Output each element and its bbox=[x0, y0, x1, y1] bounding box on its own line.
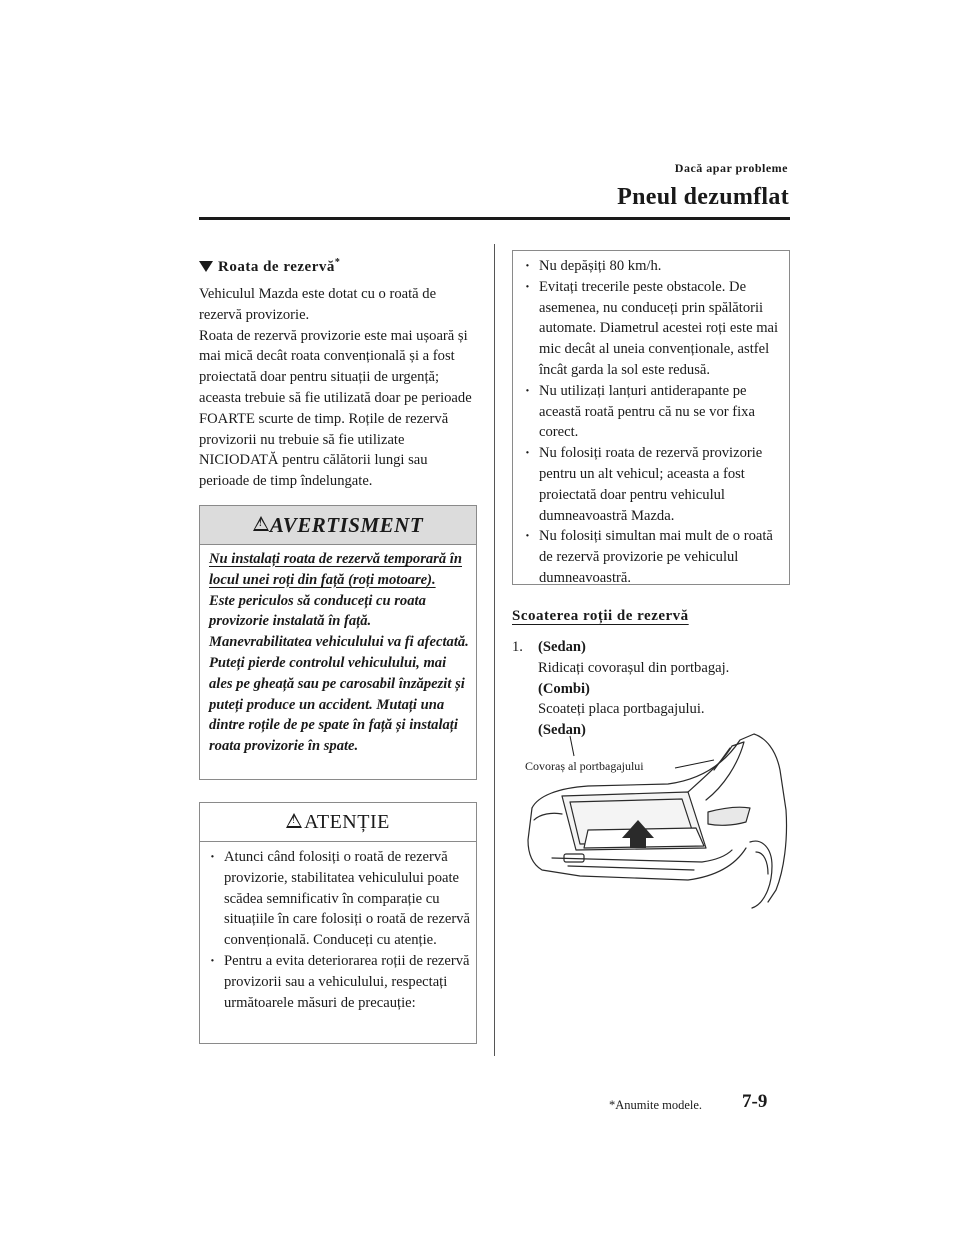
list-item: · Evitați trecerile peste obstacole. De asemenea, nu conduceți prin spălătorii automate. Diametrul acestei roți este mai mic decât al uneia convenționale, astfel încât garda la sol este redusă. bbox=[518, 277, 786, 381]
section-heading bbox=[199, 257, 340, 276]
list-item: · Atunci când folosiți o roată de rezervă provizorie, stabilitatea vehiculului poate scădea semnificativ în comparație cu situațiile în care folosiți o roată de rezervă convențională. Conduceți cu atenție. bbox=[203, 847, 471, 951]
intro-paragraph: Vehiculul Mazda este dotat cu o roată de rezervă provizorie. bbox=[199, 286, 437, 323]
footnote: *Anumite modele. bbox=[609, 1098, 703, 1112]
page-number: 7-9 bbox=[742, 1091, 768, 1112]
figure-callout-label: Covoraș al portbagajului bbox=[525, 759, 644, 773]
caution-continued-list bbox=[518, 256, 786, 589]
caution-title: ATENȚIE bbox=[304, 811, 390, 833]
list-item: · Nu utilizați lanțuri antiderapante pe această roată pentru că nu se vor fixa corect. bbox=[518, 381, 786, 443]
page-title: Pneul dezumflat bbox=[617, 184, 789, 210]
warning-header bbox=[200, 506, 476, 545]
intro-text bbox=[199, 284, 477, 492]
caution-box bbox=[199, 802, 477, 1044]
step-variant-label: (Combi) bbox=[538, 680, 590, 697]
figure-variant-label: (Sedan) bbox=[538, 722, 586, 739]
list-item: · Nu folosiți simultan mai mult de o roată de rezervă provizorie pe vehiculul dumneavoastră. bbox=[518, 526, 786, 588]
warning-text: Este periculos să conduceți cu roata provizorie instalată în față. Manevrabilitatea vehiculului va fi afectată. Puteți pierde controlul vehiculului, mai ales pe gheață sau pe carosabil înzăpezit și puteți produce un accident. Mutați una dintre roțile de pe spate în față și instalați roata provizorie în spate. bbox=[209, 592, 469, 755]
caution-continued-box bbox=[512, 250, 790, 585]
triangle-bullet-icon bbox=[199, 261, 213, 272]
list-item: · Nu depășiți 80 km/h. bbox=[518, 256, 786, 277]
list-item: · Pentru a evita deteriorarea roții de rezervă provizorii sau a vehiculului, respectați următoarele măsuri de precauție: bbox=[203, 951, 471, 1013]
warning-icon bbox=[253, 516, 269, 531]
caution-list bbox=[203, 847, 471, 1013]
step-instruction: Scoateți placa portbagajului. bbox=[538, 701, 705, 718]
step-instruction: Ridicați covorașul din portbagaj. bbox=[538, 659, 730, 676]
subsection-heading: Scoaterea roții de rezervă bbox=[512, 608, 689, 624]
caution-icon bbox=[286, 813, 302, 828]
warning-body bbox=[209, 549, 471, 757]
header-section: Dacă apar probleme bbox=[674, 161, 788, 175]
step-1 bbox=[512, 637, 792, 741]
intro-paragraph: Roata de rezervă provizorie este mai ușoară și mai mică decât roata convențională și a fost proiectată doar pentru situații de urgență; aceasta trebuie să fie utilizată doar pe perioade FOARTE scurte de timp. Roțile de rezervă provizorii nu trebuie să fie utilizate NICIODATĂ pentru călătorii lungi sau perioade de timp îndelungate. bbox=[199, 327, 472, 490]
footnote-mark: * bbox=[334, 257, 341, 268]
list-item: · Nu folosiți roata de rezervă provizorie pentru un alt vehicul; aceasta a fost proiectată doar pentru vehiculul dumneavoastră Mazda. bbox=[518, 443, 786, 526]
step-variant-label: (Sedan) bbox=[538, 639, 586, 655]
warning-box bbox=[199, 505, 477, 780]
section-heading-text: Roata de rezervă bbox=[218, 259, 335, 275]
column-divider bbox=[494, 244, 495, 1056]
warning-title: AVERTISMENT bbox=[269, 513, 424, 537]
warning-lead: Nu instalați roata de rezervă temporară în locul unei roți din față (roți motoare). bbox=[209, 551, 462, 588]
caution-header bbox=[200, 803, 476, 842]
step-number: 1. bbox=[512, 639, 523, 655]
header-rule bbox=[199, 217, 790, 220]
